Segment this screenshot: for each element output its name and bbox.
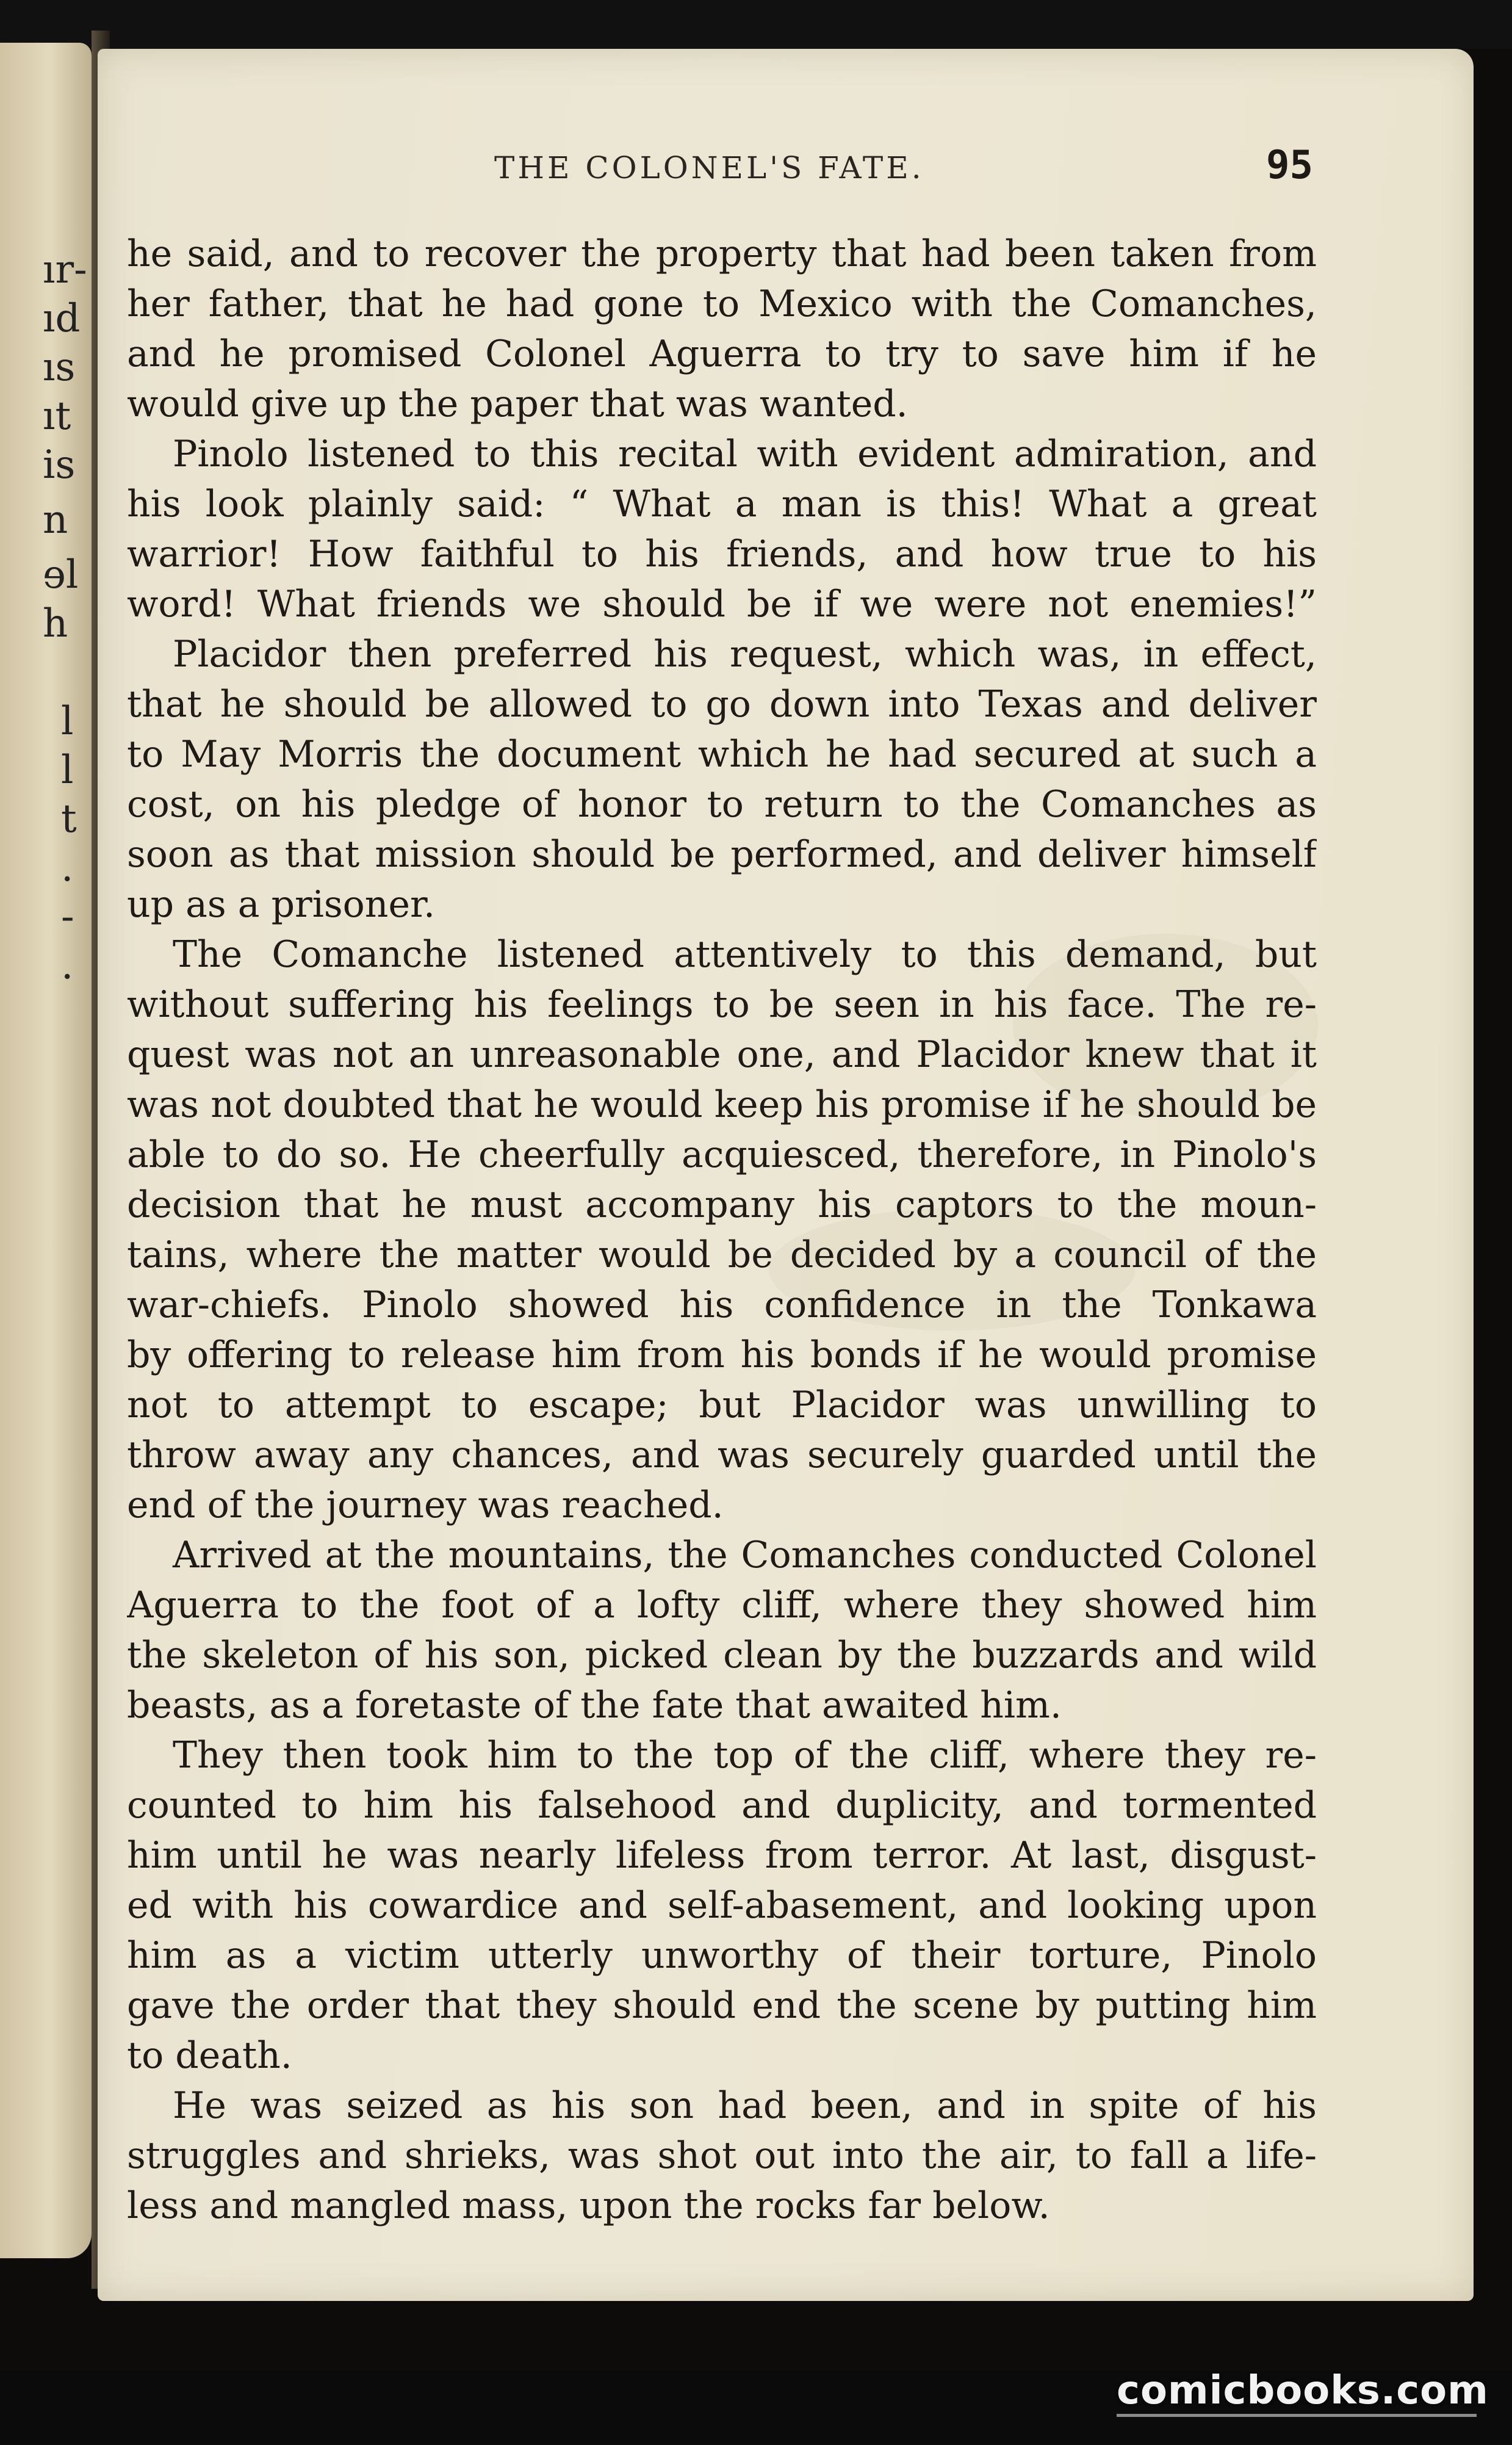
body-text — [127, 229, 1317, 2231]
text-line: by offering to release him from his bonds if he would promise — [127, 1334, 1317, 1376]
previous-page-text-fragment: l — [61, 699, 74, 744]
text-line: soon as that mission should be performed, and deliver himself — [127, 833, 1317, 876]
text-line: Arrived at the mountains, the Comanches conducted Colonel — [173, 1534, 1317, 1576]
previous-page-text-fragment: l — [61, 748, 74, 793]
watermark-logo: comicbooks.com — [1117, 2368, 1489, 2413]
previous-page-text-fragment: n — [43, 497, 68, 543]
text-line: to May Morris the document which he had secured at such a — [127, 733, 1317, 776]
previous-page-text-fragment: . — [61, 943, 74, 988]
text-line: not to attempt to escape; but Placidor was unwilling to — [127, 1384, 1317, 1426]
text-line: throw away any chances, and was securely guarded until the — [127, 1434, 1317, 1476]
previous-page-text-fragment: is — [43, 442, 76, 488]
text-line: war-chiefs. Pinolo showed his confidence in the Tonkawa — [127, 1284, 1317, 1326]
text-line: Pinolo listened to this recital with evident admiration, and — [173, 433, 1317, 475]
text-line: to death. — [127, 2034, 292, 2077]
text-line: beasts, as a foretaste of the fate that awaited him. — [127, 1684, 1062, 1727]
text-line: up as a prisoner. — [127, 883, 436, 926]
text-line: the skeleton of his son, picked clean by the buzzards and wild — [127, 1634, 1317, 1677]
text-line: that he should be allowed to go down into Texas and deliver — [127, 683, 1317, 726]
text-line: tains, where the matter would be decided by a council of the — [127, 1233, 1317, 1276]
previous-page-text-fragment: t — [61, 796, 77, 842]
text-line: gave the order that they should end the scene by putting him — [127, 1984, 1317, 2027]
text-line: end of the journey was reached. — [127, 1484, 724, 1526]
text-line: less and mangled mass, upon the rocks far below. — [127, 2184, 1050, 2227]
text-line: word! What friends we should be if we were not enemies!” — [127, 583, 1317, 626]
previous-page-text-fragment: h — [43, 601, 68, 646]
text-line: him until he was nearly lifeless from terror. At last, disgust- — [127, 1834, 1317, 1877]
previous-page-text-fragment: ıt — [43, 394, 71, 439]
text-line: decision that he must accompany his captors to the moun- — [127, 1183, 1317, 1226]
previous-page-text-fragment: ıs — [43, 345, 76, 390]
text-line: quest was not an unreasonable one, and Placidor knew that it — [127, 1033, 1317, 1076]
running-head — [98, 143, 1474, 220]
text-line: The Comanche listened attentively to this demand, but — [173, 933, 1317, 976]
text-line: ed with his cowardice and self-abasement, and looking upon — [127, 1884, 1317, 1927]
previous-page-text-fragment: . — [61, 845, 74, 890]
text-line: able to do so. He cheerfully acquiesced, therefore, in Pinolo's — [127, 1133, 1317, 1176]
previous-page-text-fragment: ɘl — [43, 552, 79, 598]
text-line: struggles and shrieks, was shot out into the air, to fall a life- — [127, 2134, 1317, 2177]
text-line: he said, and to recover the property that had been taken from — [127, 233, 1317, 275]
book-page — [98, 49, 1474, 2301]
text-line: He was seized as his son had been, and in spite of his — [173, 2084, 1317, 2127]
scan-background-top — [0, 0, 1512, 49]
text-line: warrior! How faithful to his friends, and how true to his — [127, 533, 1317, 576]
text-line: and he promised Colonel Aguerra to try to save him if he — [127, 333, 1317, 375]
watermark-underline — [1117, 2414, 1477, 2417]
text-line: was not doubted that he would keep his promise if he should be — [127, 1083, 1317, 1126]
previous-page-text-fragment: ıd — [43, 296, 81, 341]
text-line: Aguerra to the foot of a lofty cliff, where they showed him — [127, 1584, 1317, 1627]
text-line: her father, that he had gone to Mexico with the Comanches, — [127, 283, 1317, 325]
previous-page-edge — [0, 43, 92, 2258]
text-line: would give up the paper that was wanted. — [127, 383, 908, 425]
text-line: without suffering his feelings to be seen in his face. The re- — [127, 983, 1317, 1026]
previous-page-text-fragment: - — [61, 894, 74, 939]
text-line: him as a victim utterly unworthy of their torture, Pinolo — [127, 1934, 1317, 1977]
text-line: They then took him to the top of the cliff, where they re- — [173, 1734, 1317, 1777]
previous-page-text-fragment: ır- — [43, 247, 87, 292]
text-line: his look plainly said: “ What a man is this! What a great — [127, 483, 1317, 525]
text-line: counted to him his falsehood and duplicity, and tormented — [127, 1784, 1317, 1827]
running-head-title: THE COLONEL'S FATE. — [494, 150, 924, 186]
text-line: cost, on his pledge of honor to return to the Comanches as — [127, 783, 1317, 826]
page-number: 95 — [1266, 143, 1314, 188]
text-line: Placidor then preferred his request, which was, in effect, — [173, 633, 1317, 676]
